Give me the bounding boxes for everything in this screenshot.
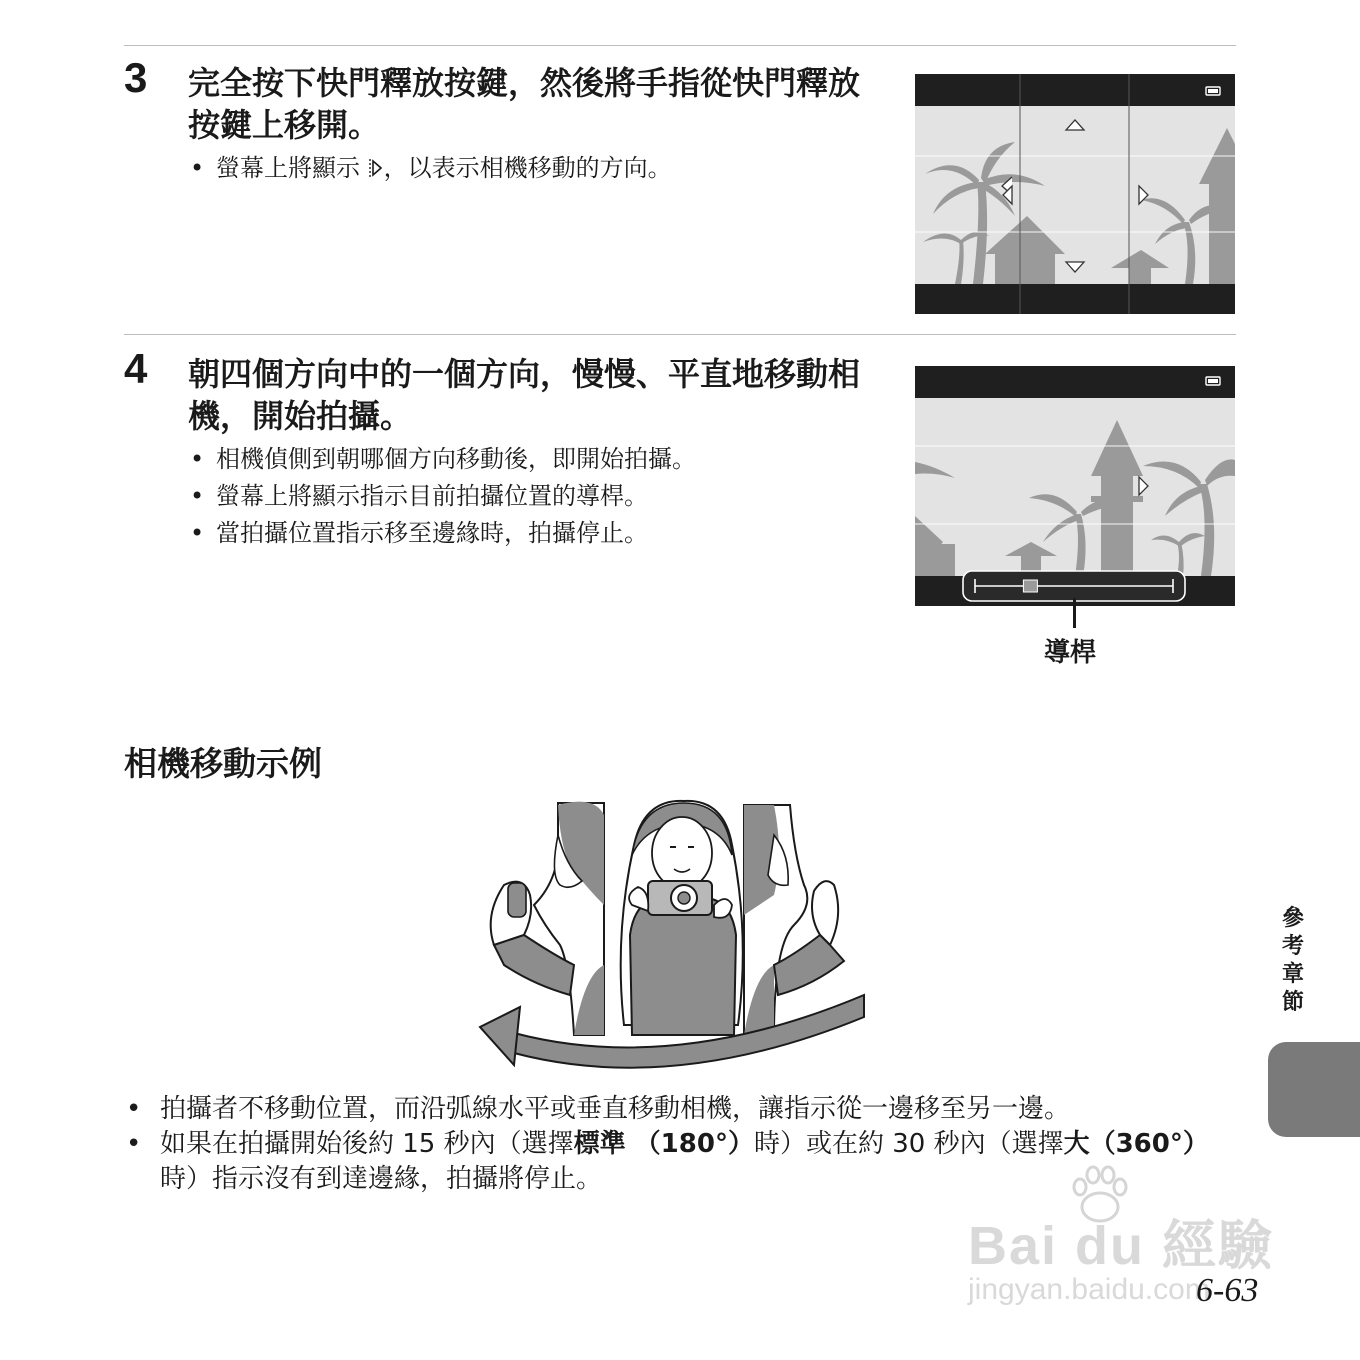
step4-bullet-3: • 當拍攝位置指示移至邊緣時，拍攝停止。 [190,515,696,552]
side-tab-block [1268,1042,1360,1137]
guide-label: 導桿 [1044,638,1097,668]
step3-bullet [190,150,672,187]
section-title: 相機移動示例 [124,744,322,783]
bottom-bullet-2-text2: 時）或在約 30 秒內（選擇 [753,1129,1064,1159]
page-number: 6-63 [1196,1272,1259,1309]
step3-bullet-text-a: 螢幕上將顯示 [216,154,360,182]
watermark-url: jingyan.baidu.com [968,1273,1210,1306]
step4-top-rule [124,334,1236,335]
step3-top-rule [124,45,1236,46]
step3-title: 完全按下快門釋放按鍵，然後將手指從快門釋放按鍵上移開。 [188,64,861,144]
step4-bullet-1: • 相機偵側到朝哪個方向移動後，即開始拍攝。 [190,441,696,478]
side-tab-label: 參考章節 [1281,906,1304,1015]
step4-bullets [190,441,696,552]
camera-movement-illustration [474,795,874,1070]
bottom-bullet-2-text3: 時）指示沒有到達邊緣，拍攝將停止。 [160,1164,603,1194]
step4-number: 4 [124,345,148,392]
step3-camera-screen [915,74,1235,314]
step3-number: 3 [124,54,148,101]
watermark-brand: Bai du 經驗 [968,1216,1275,1276]
guide-callout-line [1073,598,1076,628]
step4-title: 朝四個方向中的一個方向，慢慢、平直地移動相機，開始拍攝。 [188,355,861,435]
bottom-bullet-2-bold1: 標準 （180°） [573,1129,754,1159]
step3-bullet-text-b: ，以表示相機移動的方向。 [383,154,672,182]
step3-bullets [190,150,672,187]
bottom-bullet-2-text1: 如果在拍攝開始後約 15 秒內（選擇 [160,1129,574,1159]
step4-camera-screen [915,366,1235,606]
bottom-bullet-2-bold2: 大（360°） [1063,1129,1209,1159]
direction-indicator-icon [368,157,384,179]
step4-bullet-2: • 螢幕上將顯示指示目前拍攝位置的導桿。 [190,478,696,515]
bottom-bullet-1: • 拍攝者不移動位置，而沿弧線水平或垂直移動相機，讓指示從一邊移至另一邊。 [124,1092,1244,1127]
guide-position-marker [1023,580,1037,592]
